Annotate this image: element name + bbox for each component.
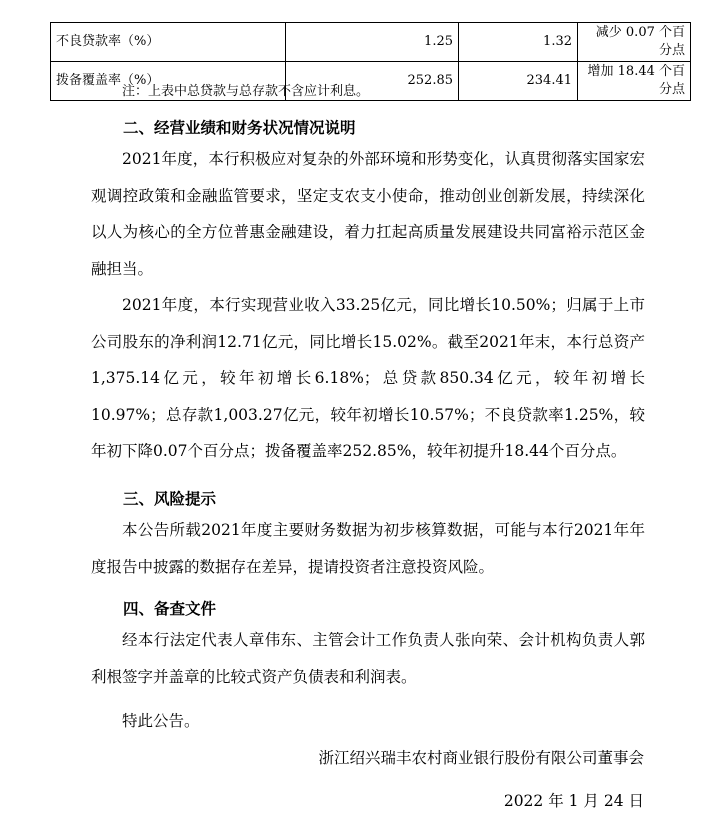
previous-value: 234.41	[459, 62, 578, 101]
section-2-heading: 二、经营业绩和财务状况情况说明	[123, 118, 356, 137]
row-label: 不良贷款率（%）	[51, 23, 286, 62]
table-note: 注：上表中总贷款与总存款不含应计利息。	[122, 84, 370, 99]
signature: 浙江绍兴瑞丰农村商业银行股份有限公司董事会	[318, 749, 644, 767]
date: 2022 年 1 月 24 日	[503, 792, 644, 810]
current-value: 1.25	[286, 23, 459, 62]
section-2-paragraph-2: 2021年度，本行实现营业收入33.25亿元，同比增长10.50%；归属于上市公司股东的净利润12.71亿元，同比增长15.02%。截至2021年末，本行总资产1,375.14亿元，较年初增长6.18%；总贷款850.34亿元，较年初增长10.97%；总存款1,003.27亿元，较年初增长10.57%；不良贷款率1.25%，较年初下降0.07个百分点；拨备覆盖率252.85%，较年初提升18.44个百分点。	[91, 296, 645, 460]
section-2-paragraph-1: 2021年度，本行积极应对复杂的外部环境和形势变化，认真贯彻落实国家宏观调控政策和金融监管要求，坚定支农支小使命，推动创业创新发展，持续深化以人为核心的全方位普惠金融建设，着力扛起高质量发展建设共同富裕示范区金融担当。	[91, 150, 645, 278]
row-label: 拨备覆盖率（%）	[51, 62, 286, 101]
section-3-paragraph: 本公告所载2021年度主要财务数据为初步核算数据，可能与本行2021年年度报告中披露的数据存在差异，提请投资者注意投资风险。	[91, 521, 645, 576]
current-value: 252.85	[286, 62, 459, 101]
section-4-heading: 四、备查文件	[123, 599, 217, 618]
closing-text: 特此公告。	[122, 712, 200, 730]
section-4-paragraph: 经本行法定代表人章伟东、主管会计工作负责人张向荣、会计机构负责人郭利根签字并盖章的比较式资产负债表和利润表。	[91, 631, 645, 686]
section-3-heading: 三、风险提示	[123, 489, 217, 508]
change-value: 减少 0.07 个百分点	[578, 23, 691, 62]
table-row	[51, 23, 691, 62]
change-value: 增加 18.44 个百分点	[578, 62, 691, 101]
previous-value: 1.32	[459, 23, 578, 62]
